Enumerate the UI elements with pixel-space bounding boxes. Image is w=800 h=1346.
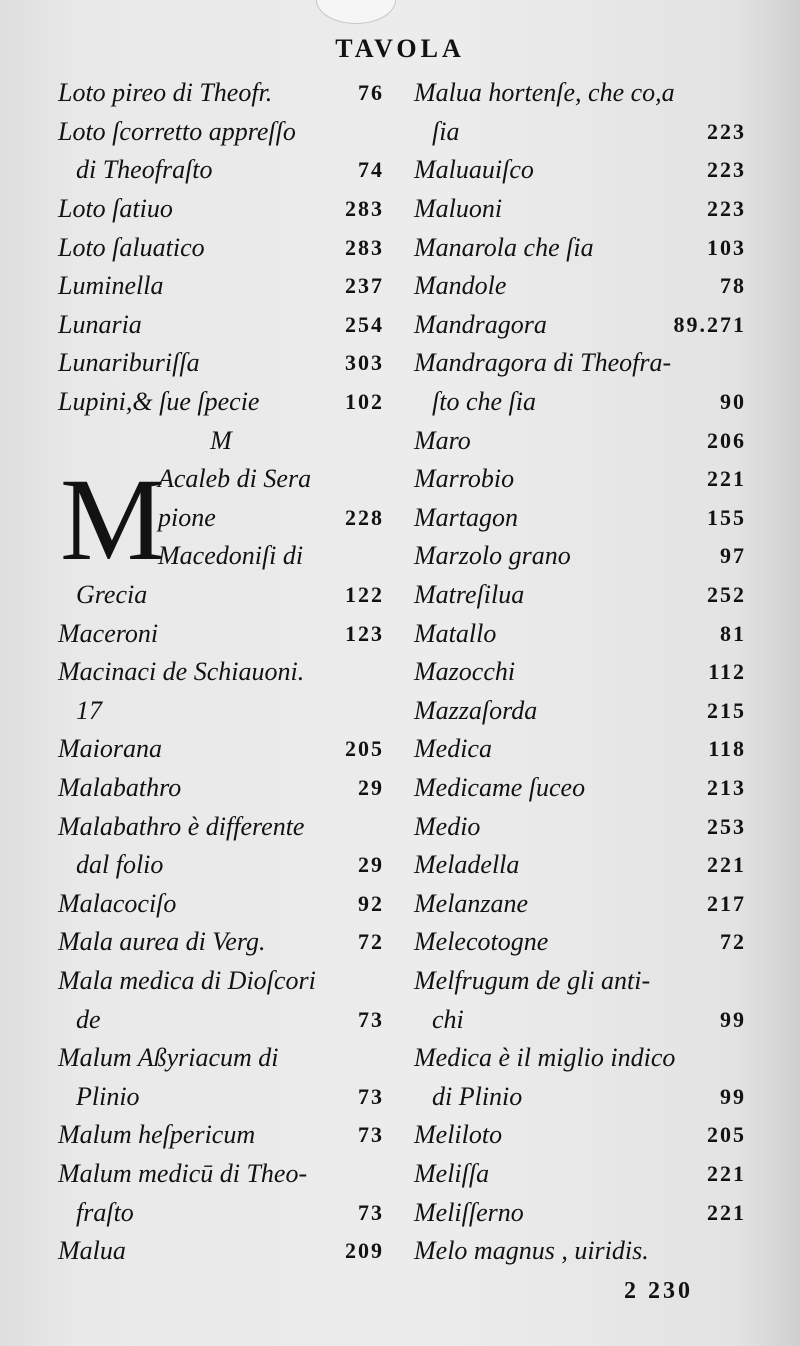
index-entry: [414, 151, 746, 190]
index-entry: [414, 344, 746, 383]
entry-term: pione: [158, 502, 216, 532]
index-entry: [414, 1116, 746, 1155]
entry-term: Malua: [58, 1236, 126, 1266]
entry-term: Lunaria: [58, 309, 142, 339]
entry-page-number: 103: [707, 234, 746, 260]
drop-cap: M: [60, 454, 165, 585]
entry-term: Loto ſatiuo: [58, 194, 173, 224]
index-column-left: [58, 74, 384, 1270]
entry-page-number: 73: [358, 1122, 384, 1148]
entry-term: di Theofraſto: [76, 155, 213, 185]
entry-page-number: 81: [720, 620, 746, 646]
index-entry: [414, 267, 746, 306]
entry-page-number: 209: [345, 1238, 384, 1264]
index-entry: [414, 460, 746, 499]
entry-page-number: 78: [720, 273, 746, 299]
entry-term: ſia: [432, 116, 460, 146]
entry-page-number: 223: [707, 196, 746, 222]
entry-page-number: 206: [707, 427, 746, 453]
index-entry: [414, 1000, 746, 1039]
entry-term: Medio: [414, 811, 481, 841]
entry-page-number: 223: [707, 118, 746, 144]
entry-page-number: 221: [707, 466, 746, 492]
index-entry: [414, 923, 746, 962]
entry-page-number: 205: [707, 1122, 746, 1148]
index-entry: [58, 306, 384, 345]
entry-term: Manarola che ſia: [414, 232, 594, 262]
entry-page-number: 155: [707, 504, 746, 530]
entry-term: Loto pireo di Theofr.: [58, 78, 273, 108]
entry-page-number: 72: [720, 929, 746, 955]
index-entry: [414, 962, 746, 1001]
entry-term: Malacociſo: [58, 888, 177, 918]
entry-term: Marrobio: [414, 464, 515, 494]
entry-page-number: 123: [345, 620, 384, 646]
entry-term: chi: [432, 1004, 464, 1034]
index-entry: [58, 923, 384, 962]
index-entry: [58, 228, 384, 267]
entry-page-number: 73: [358, 1199, 384, 1225]
index-entry: [58, 499, 384, 538]
entry-page-number: 221: [707, 852, 746, 878]
index-entry: [58, 74, 384, 113]
entry-term: Medica è il miglio indico: [414, 1043, 676, 1073]
index-entry: [58, 1155, 384, 1194]
entry-term: Luminella: [58, 271, 164, 301]
index-entry: [414, 614, 746, 653]
index-entry: [58, 576, 384, 615]
entry-term: Mazocchi: [414, 657, 516, 687]
entry-page-number: 89.271: [673, 311, 746, 337]
entry-page-number: 237: [345, 273, 384, 299]
entry-page-number: 72: [358, 929, 384, 955]
index-entry: [414, 846, 746, 885]
entry-page-number: 283: [345, 234, 384, 260]
entry-term: Loto ſaluatico: [58, 232, 205, 262]
entry-term: Maro: [414, 425, 471, 455]
entry-page-number: 205: [345, 736, 384, 762]
entry-term: Meliſſerno: [414, 1197, 524, 1227]
entry-term: Melfrugum de gli anti-: [414, 965, 651, 995]
entry-term: Mazzaſorda: [414, 695, 538, 725]
entry-page-number: 99: [720, 1006, 746, 1032]
entry-page-number: 254: [345, 311, 384, 337]
index-entry: [58, 151, 384, 190]
entry-page-number: 73: [358, 1006, 384, 1032]
index-entry: [58, 344, 384, 383]
entry-term: Malum heſpericum: [58, 1120, 256, 1150]
entry-page-number: 213: [707, 774, 746, 800]
entry-page-number: 303: [345, 350, 384, 376]
index-entry: [414, 884, 746, 923]
entry-term: Marzolo grano: [414, 541, 571, 571]
index-entry: [58, 653, 384, 692]
entry-term: Melanzane: [414, 888, 529, 918]
index-entry: [58, 1039, 384, 1078]
entry-page-number: 283: [345, 196, 384, 222]
index-entry: [414, 1039, 746, 1078]
index-entry: [414, 1077, 746, 1116]
entry-term: Melecotogne: [414, 927, 549, 957]
entry-term: Matreſilua: [414, 580, 525, 610]
entry-page-number: 223: [707, 157, 746, 183]
index-entry: [414, 74, 746, 113]
index-entry: [414, 383, 746, 422]
entry-page-number: 215: [707, 697, 746, 723]
entry-term: Martagon: [414, 502, 518, 532]
entry-term: Matallo: [414, 618, 497, 648]
entry-page-number: 76: [358, 80, 384, 106]
entry-page-number: 253: [707, 813, 746, 839]
index-entry: [58, 1000, 384, 1039]
entry-page-number: 102: [345, 389, 384, 415]
entry-page-number: 90: [720, 389, 746, 415]
entry-term: Lunariburiſſa: [58, 348, 200, 378]
index-entry: [414, 228, 746, 267]
entry-page-number: 252: [707, 582, 746, 608]
entry-term: Mala aurea di Verg.: [58, 927, 266, 957]
index-entry: [58, 537, 384, 576]
entry-term: Malum Aßyriacum di: [58, 1043, 279, 1073]
entry-term: di Plinio: [432, 1081, 523, 1111]
entry-page-number: 74: [358, 157, 384, 183]
entry-term: Malum medicū di Theo-: [58, 1158, 308, 1188]
entry-page-number: 118: [708, 736, 746, 762]
index-entry: [58, 614, 384, 653]
index-entry: [58, 884, 384, 923]
entry-page-number: 92: [358, 890, 384, 916]
entry-page-number: 112: [708, 659, 746, 685]
entry-page-number: 29: [358, 852, 384, 878]
index-entry: [58, 1232, 384, 1271]
index-entry: [414, 692, 746, 731]
index-entry: [58, 846, 384, 885]
entry-term: Malabathro è differente: [58, 811, 305, 841]
index-entry: [58, 1193, 384, 1232]
entry-term: Grecia: [76, 580, 148, 610]
index-entry: [414, 499, 746, 538]
index-entry: [414, 730, 746, 769]
entry-term: Meliloto: [414, 1120, 503, 1150]
entry-term: ſto che ſia: [432, 387, 536, 417]
index-entry: [414, 306, 746, 345]
entry-page-number: 99: [720, 1083, 746, 1109]
entry-page-number: 217: [707, 890, 746, 916]
entry-term: 17: [76, 695, 102, 725]
entry-term: Meladella: [414, 850, 520, 880]
entry-term: fraſto: [76, 1197, 134, 1227]
index-entry: [58, 807, 384, 846]
entry-term: Malabathro: [58, 772, 182, 802]
entry-term: Mandragora: [414, 309, 547, 339]
entry-term: Meliſſa: [414, 1158, 490, 1188]
index-entry: [414, 576, 746, 615]
index-entry: [58, 1116, 384, 1155]
index-entry: [58, 1077, 384, 1116]
entry-term: Medicame ſuceo: [414, 772, 586, 802]
index-entry: [58, 267, 384, 306]
index-entry: [414, 653, 746, 692]
entry-term: Melo magnus , uiridis.: [414, 1236, 649, 1266]
index-entry: [58, 730, 384, 769]
entry-page-number: 73: [358, 1083, 384, 1109]
entry-term: Mandragora di Theofra-: [414, 348, 672, 378]
entry-term: Plinio: [76, 1081, 140, 1111]
entry-term: Loto ſcorretto appreſſo: [58, 116, 296, 146]
entry-term: Lupini,& ſue ſpecie: [58, 387, 260, 417]
index-entry: [414, 769, 746, 808]
entry-term: dal folio: [76, 850, 164, 880]
entry-term: Maluoni: [414, 194, 503, 224]
entry-term: M: [210, 425, 232, 455]
entry-term: Mala medica di Dioſcori: [58, 965, 316, 995]
entry-term: Mandole: [414, 271, 507, 301]
index-entry: [414, 1193, 746, 1232]
index-entry: [58, 692, 384, 731]
index-entry: [414, 190, 746, 229]
index-entry: [414, 113, 746, 152]
entry-page-number: 97: [720, 543, 746, 569]
entry-term: Medica: [414, 734, 492, 764]
entry-term: Macinaci de Schiauoni.: [58, 657, 305, 687]
index-entry: [58, 962, 384, 1001]
index-entry: [58, 421, 384, 460]
index-entry: [414, 1232, 746, 1271]
index-entry: [58, 769, 384, 808]
index-entry: [58, 460, 384, 499]
entry-term: Maluauiſco: [414, 155, 534, 185]
entry-term: de: [76, 1004, 101, 1034]
entry-page-number: 122: [345, 582, 384, 608]
entry-term: Malua hortenſe, che co,a: [414, 78, 675, 108]
index-entry: [414, 421, 746, 460]
index-entry: [414, 537, 746, 576]
entry-term: Maiorana: [58, 734, 162, 764]
entry-page-number: 221: [707, 1160, 746, 1186]
signature-mark: 2 230: [624, 1278, 693, 1304]
entry-page-number: 228: [345, 504, 384, 530]
index-entry: [58, 383, 384, 422]
index-entry: [414, 807, 746, 846]
entry-page-number: 29: [358, 774, 384, 800]
index-entry: [414, 1155, 746, 1194]
page-title: TAVOLA: [335, 34, 465, 63]
paper-hole: [316, 0, 396, 24]
entry-term: Maceroni: [58, 618, 159, 648]
entry-page-number: 221: [707, 1199, 746, 1225]
index-entry: [58, 113, 384, 152]
entry-term: Macedoniſi di: [158, 541, 304, 571]
index-column-right: [414, 74, 746, 1270]
entry-term: Acaleb di Sera: [158, 464, 312, 494]
index-entry: [58, 190, 384, 229]
